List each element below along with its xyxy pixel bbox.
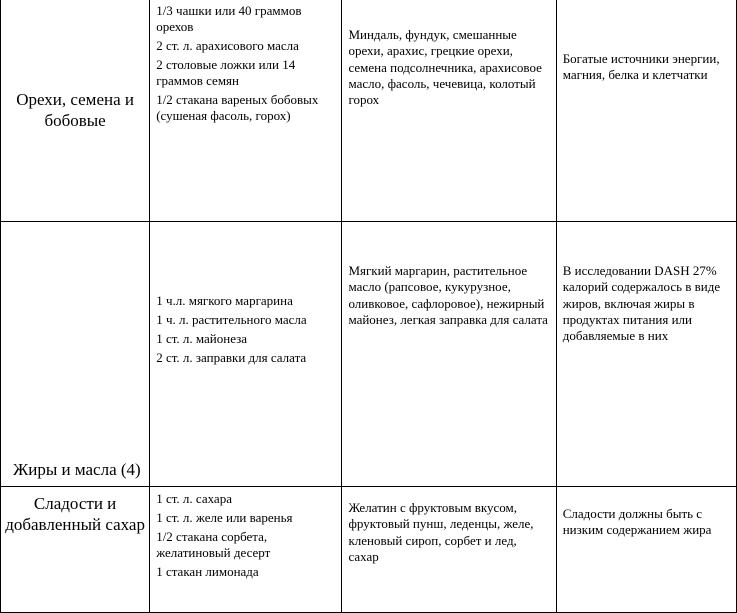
- serving-item: 1 ч.л. мягкого маргарина: [156, 293, 293, 308]
- examples-cell: Желатин с фруктовым вкусом, фруктовый пунш, леденцы, желе, кленовый сироп, сорбет и лед, сахар: [342, 487, 556, 613]
- examples-cell: Миндаль, фундук, смешанные орехи, арахис, грецкие орехи, семена подсолнечника, арахисовое масло, фасоль, чечевица, колотый горох: [342, 0, 556, 222]
- serving-item: 1/3 чашки или 40 граммов орехов: [156, 3, 302, 34]
- serving-item: 2 ст. л. заправки для салата: [156, 350, 307, 365]
- table-row-nuts: [1, 0, 737, 222]
- servings-cell: [150, 222, 342, 487]
- examples-cell: Мягкий маргарин, растительное масло (рапсовое, кукурузное, оливковое, сафлоровое), нежирный майонез, легкая заправка для салата: [342, 222, 556, 487]
- benefits-cell: В исследовании DASH 27% калорий содержалось в виде жиров, включая жиры в продуктах питания или добавляемые в них: [556, 222, 736, 487]
- category-cell: Орехи, семена и бобовые: [1, 0, 150, 222]
- serving-item: 1 ст. л. желе или варенья: [156, 510, 293, 525]
- table-row-fats: [1, 222, 737, 487]
- serving-item: 1/2 стакана сорбета, желатиновый десерт: [156, 529, 271, 560]
- serving-item: 1 ч. л. растительного масла: [156, 312, 307, 327]
- serving-item: 2 ст. л. арахисового масла: [156, 38, 299, 53]
- serving-item: 2 столовые ложки или 14 граммов семян: [156, 57, 296, 88]
- table-row-sweets: [1, 487, 737, 613]
- serving-item: 1 стакан лимонада: [156, 564, 259, 579]
- serving-item: 1/2 стакана вареных бобовых (сушеная фасоль, горох): [156, 92, 319, 123]
- servings-cell: [150, 0, 342, 222]
- benefits-cell: Богатые источники энергии, магния, белка и клетчатки: [556, 0, 736, 222]
- category-cell: Сладости и добавленный сахар: [1, 487, 150, 613]
- serving-item: 1 ст. л. майонеза: [156, 331, 248, 346]
- servings-cell: [150, 487, 342, 613]
- serving-item: 1 ст. л. сахара: [156, 491, 232, 506]
- benefits-cell: Сладости должны быть с низким содержанием жира: [556, 487, 736, 613]
- category-cell: Жиры и масла (4): [1, 222, 150, 487]
